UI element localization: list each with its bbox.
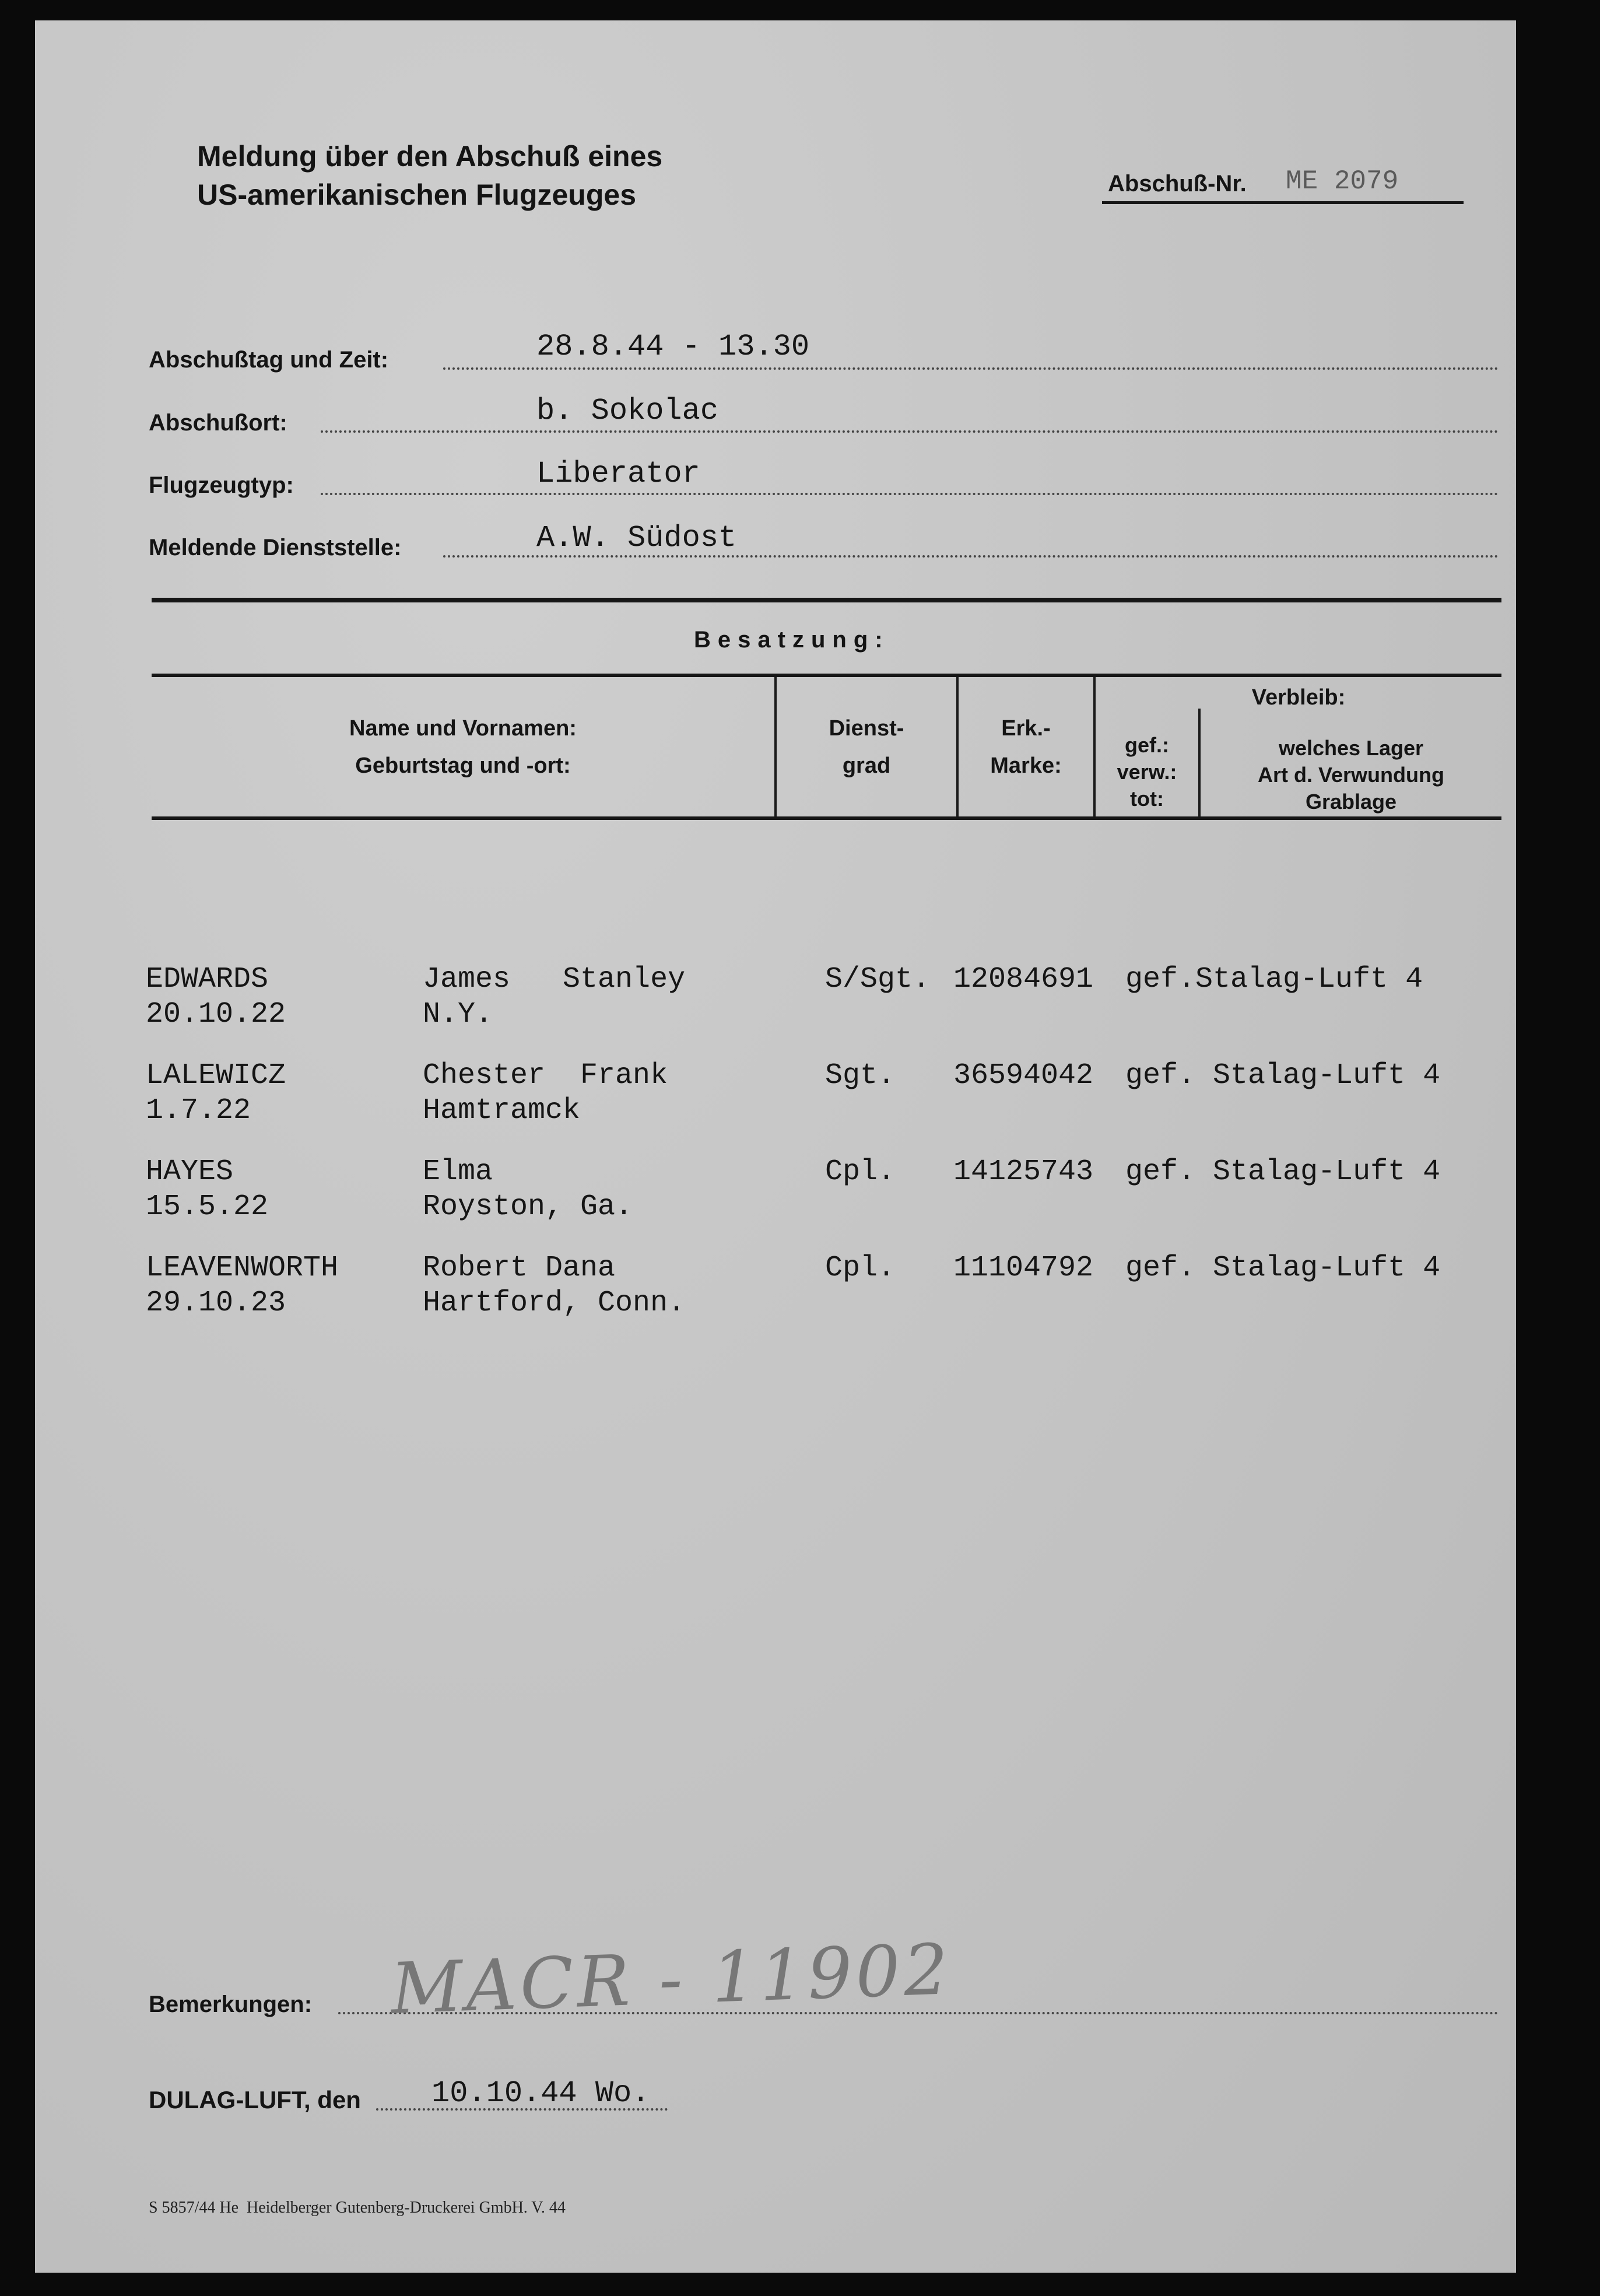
crew-given-names: James Stanley [423,963,686,996]
column-header-name [152,710,774,784]
crew-row-2 [146,1058,1522,1152]
field-label-location: Abschußort: [149,410,287,436]
table-header-bottom-rule [152,816,1501,820]
crew-surname: LALEWICZ [146,1059,286,1092]
column-header-rank-line-1: Dienst- [829,716,904,741]
crew-birthdate: 20.10.22 [146,998,286,1031]
crew-surname: LEAVENWORTH [146,1252,339,1285]
column-header-fate: Verbleib: [1251,685,1346,710]
column-header-place [1201,735,1501,815]
field-line-aircraft-type [321,493,1499,495]
field-label-date-time: Abschußtag und Zeit: [149,347,389,373]
column-header-place-line-2: Art d. Verwundung [1258,763,1444,787]
column-header-rank-line-2: grad [842,753,891,778]
crew-tag-number: 11104792 [953,1252,1094,1285]
title-line-1: Meldung über den Abschuß eines [197,140,663,173]
crew-birthplace: N.Y. [423,998,493,1031]
column-header-rank [777,710,956,784]
column-header-tag-line-1: Erk.- [1001,716,1051,741]
crew-given-names: Robert Dana [423,1252,616,1285]
crew-rank: Cpl. [825,1252,896,1285]
crew-tag-number: 14125743 [953,1155,1094,1189]
crew-rank: S/Sgt. [825,963,931,996]
crew-birthdate: 1.7.22 [146,1094,251,1127]
field-line-location [321,430,1499,433]
crew-tag-number: 36594042 [953,1059,1094,1092]
crew-fate: gef. Stalag-Luft 4 [1125,1252,1441,1285]
crew-heading: Besatzung: [694,627,890,653]
column-header-status-line-3: tot: [1130,787,1164,811]
crew-birthdate: 29.10.23 [146,1287,286,1320]
section-divider [152,598,1501,602]
column-header-status-line-2: verw.: [1117,760,1177,784]
printer-imprint: S 5857/44 He Heidelberger Gutenberg-Druckerei GmbH. V. 44 [149,2199,566,2217]
document-title [197,137,662,214]
crew-row-1 [146,962,1522,1056]
column-header-status-line-1: gef.: [1125,733,1169,757]
crew-given-names: Chester Frank [423,1059,668,1092]
field-value-aircraft-type: Liberator [536,457,700,491]
crew-birthplace: Hamtramck [423,1094,581,1127]
column-header-tag [959,710,1093,784]
crew-birthplace: Hartford, Conn. [423,1287,686,1320]
field-value-date-time: 28.8.44 - 13.30 [536,329,810,364]
remarks-handwritten-value: MACR - 11902 [389,1929,953,2030]
column-header-place-line-1: welches Lager [1278,736,1424,760]
crew-given-names: Elma [423,1155,493,1189]
crew-fate: gef. Stalag-Luft 4 [1125,1059,1441,1092]
crew-birthplace: Royston, Ga. [423,1190,633,1224]
column-header-name-line-2: Geburtstag und -ort: [355,753,571,778]
document-sheet [35,20,1516,2273]
crew-row-3 [146,1155,1522,1248]
crew-fate: gef.Stalag-Luft 4 [1125,963,1423,996]
dulag-label: DULAG-LUFT, den [149,2086,361,2113]
crew-surname: HAYES [146,1155,234,1189]
field-line-reporting-unit [443,555,1499,558]
number-underline [1102,201,1464,204]
column-header-place-line-3: Grablage [1305,790,1397,814]
column-header-status [1096,732,1198,812]
field-label-aircraft-type: Flugzeugtyp: [149,472,294,498]
field-value-reporting-unit: A.W. Südost [536,521,737,555]
field-label-reporting-unit: Meldende Dienststelle: [149,535,402,560]
crew-tag-number: 12084691 [953,963,1094,996]
table-top-rule [152,674,1501,677]
shootdown-number-label: Abschuß-Nr. [1108,171,1247,197]
column-header-tag-line-2: Marke: [990,753,1062,778]
shootdown-number-value: ME 2079 [1286,166,1399,197]
field-value-location: b. Sokolac [536,394,719,428]
dulag-date-value: 10.10.44 Wo. [431,2076,650,2111]
field-line-date-time [443,367,1499,370]
crew-birthdate: 15.5.22 [146,1190,269,1224]
crew-surname: EDWARDS [146,963,269,996]
crew-fate: gef. Stalag-Luft 4 [1125,1155,1441,1189]
column-header-name-line-1: Name und Vornamen: [349,716,577,741]
crew-row-4 [146,1251,1522,1344]
title-line-2: US-amerikanischen Flugzeuges [197,178,637,211]
crew-rank: Sgt. [825,1059,896,1092]
crew-rank: Cpl. [825,1155,896,1189]
remarks-label: Bemerkungen: [149,1992,313,2017]
